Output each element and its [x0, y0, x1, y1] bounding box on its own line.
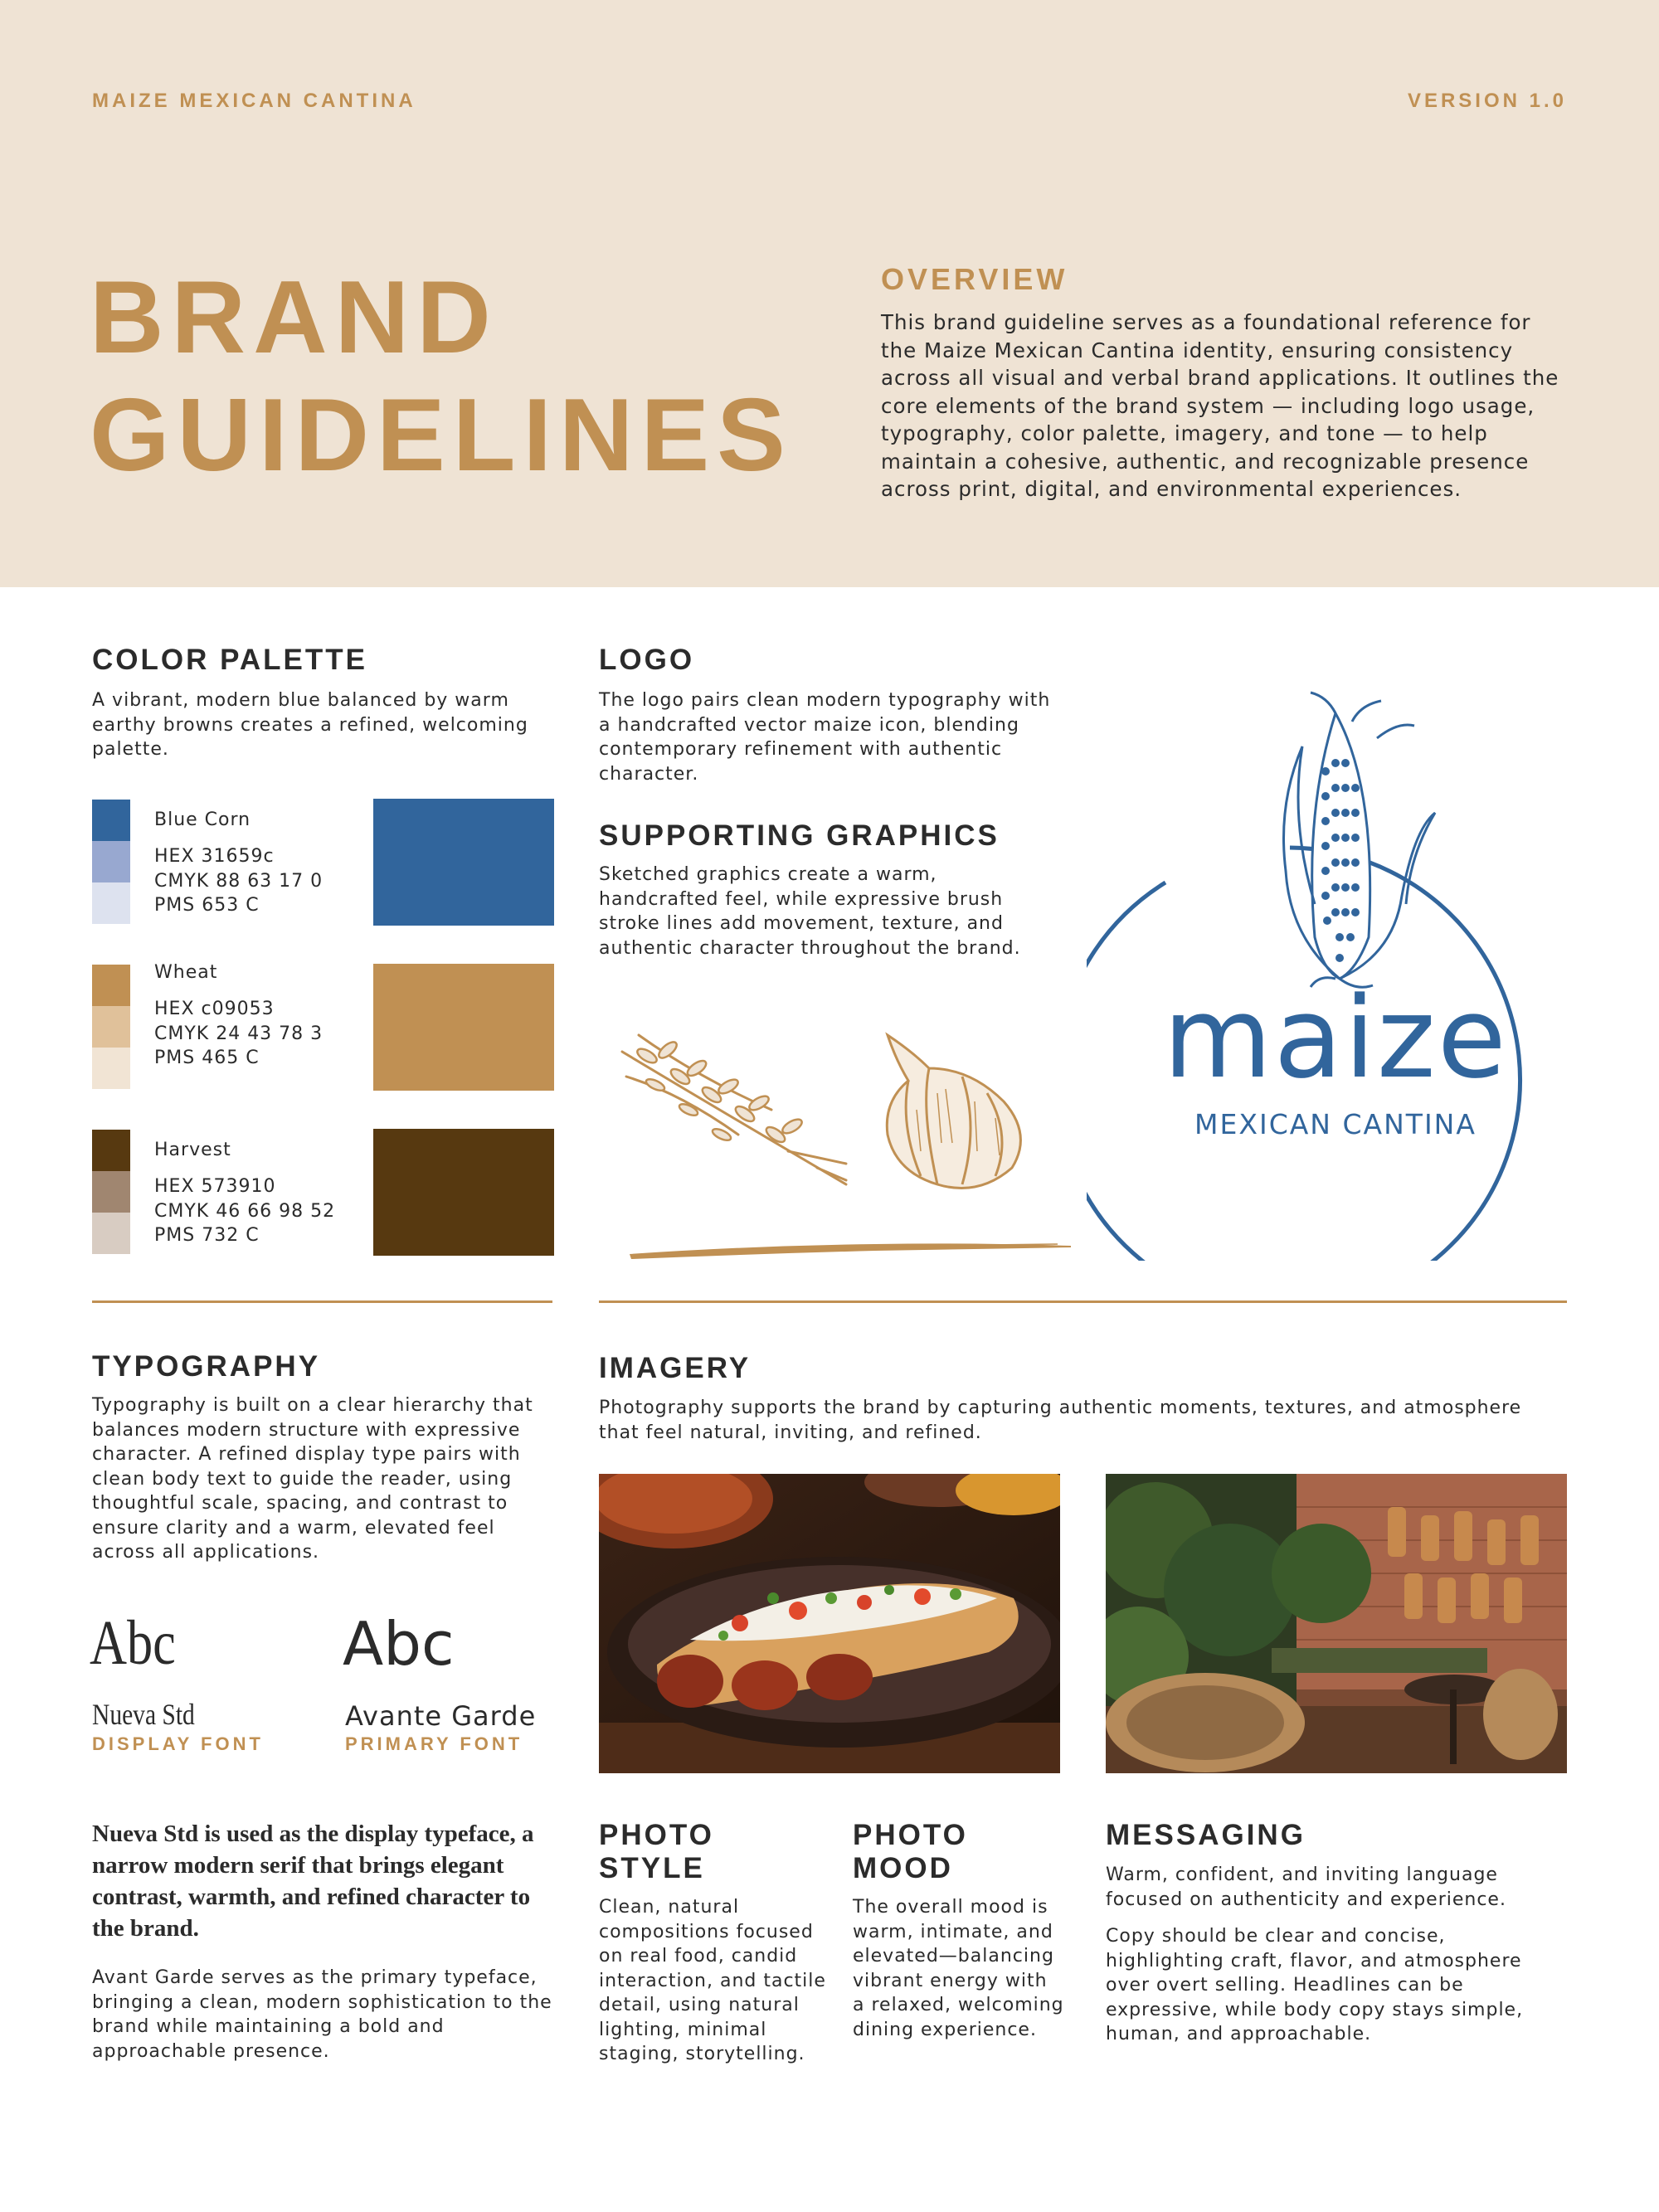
cmyk-value: CMYK 24 43 78 3 [154, 1023, 324, 1044]
tint-swatch [92, 1171, 130, 1213]
title-line-2: GUIDELINES [90, 378, 793, 493]
messaging-text-1: Warm, confident, and inviting language focused on authenticity and experience. [1106, 1864, 1506, 1910]
harvest-swatch [373, 1129, 554, 1256]
overview-text: This brand guideline serves as a foundational reference for the Maize Mexican Cantina identity, ensuring consistency across all visual and verbal brand applications. It outlines the core elements of the brand system — including logo usage, typography, color palette, imagery, and tone — to help maintain a cohesive, authentic, and recognizable presence across print, digital, and environmental experiences. [881, 310, 1559, 501]
photo-mood-text: The overall mood is warm, intimate, and elevated—balancing vibrant energy with a relaxed, welcoming dining experience. [853, 1897, 1064, 2040]
primary-font-role: PRIMARY FONT [345, 1733, 523, 1754]
wheat-swatch [373, 964, 554, 1091]
tint-swatch [92, 1130, 130, 1171]
photo-mood-heading [853, 1819, 968, 1885]
enchiladas-photo [599, 1474, 1060, 1773]
blue-corn-tints [92, 800, 130, 924]
primary-font-name: Avante Garde [345, 1700, 537, 1732]
photo-style-heading [599, 1819, 714, 1885]
tint-swatch [92, 1006, 130, 1048]
logo-wordmark: maize [1163, 973, 1508, 1103]
display-font-name: Nueva Std [92, 1698, 195, 1731]
pms-value: PMS 465 C [154, 1048, 260, 1068]
tint-swatch [92, 841, 130, 882]
color-specs [154, 997, 323, 1071]
photo-style-heading-line-2: STYLE [599, 1852, 705, 1884]
wheat-tints [92, 965, 130, 1089]
messaging-heading: MESSAGING [1106, 1819, 1306, 1851]
page-title [90, 259, 793, 494]
supporting-graphics-heading: SUPPORTING GRAPHICS [599, 819, 1000, 852]
pms-value: PMS 732 C [154, 1225, 260, 1246]
supporting-graphics-description: Sketched graphics create a warm, handcrafted feel, while expressive brush stroke lines add movement, texture, and authentic character throughout the brand. [599, 864, 1021, 959]
harvest-tints [92, 1130, 130, 1254]
hex-value: HEX 573910 [154, 1176, 276, 1197]
typography-heading: TYPOGRAPHY [92, 1350, 321, 1383]
cmyk-value: CMYK 88 63 17 0 [154, 870, 324, 892]
color-name: Blue Corn [154, 809, 251, 830]
logo-heading: LOGO [599, 644, 695, 676]
tint-swatch [92, 965, 130, 1006]
brush-stroke-graphic [626, 1237, 1074, 1262]
primary-font-statement: Avant Garde serves as the primary typeface, bringing a clean, modern sophistication to the brand while maintaining a bold and approachable presence. [92, 1967, 552, 2062]
tint-swatch [92, 1048, 130, 1089]
maize-logo [1087, 688, 1584, 1261]
imagery-description: Photography supports the brand by capturing authentic moments, textures, and atmosphere that feel natural, inviting, and refined. [599, 1398, 1522, 1443]
version-label: VERSION 1.0 [1407, 90, 1567, 112]
color-name: Harvest [154, 1140, 231, 1160]
restaurant-interior-photo [1106, 1474, 1567, 1773]
pms-value: PMS 653 C [154, 895, 260, 916]
photo-mood-heading-line-1: PHOTO [853, 1819, 968, 1851]
messaging-text-2: Copy should be clear and concise, highlighting craft, flavor, and atmosphere over overt selling. Headlines can be expressive, while body copy stays simple, human, and approachable. [1106, 1926, 1524, 2044]
cmyk-value: CMYK 46 66 98 52 [154, 1200, 336, 1222]
overview-heading: OVERVIEW [881, 262, 1068, 296]
garlic-illustration [863, 1018, 1045, 1193]
blue-corn-swatch [373, 799, 554, 926]
herb-sprig-illustration [606, 1018, 854, 1201]
color-palette-heading: COLOR PALETTE [92, 644, 367, 676]
primary-font-sample: Abc [343, 1609, 455, 1679]
tint-swatch [92, 800, 130, 841]
hex-value: HEX c09053 [154, 999, 275, 1019]
tint-swatch [92, 1213, 130, 1254]
logo-description: The logo pairs clean modern typography with a handcrafted vector maize icon, blending contemporary refinement with authentic character. [599, 690, 1051, 785]
color-specs [154, 1174, 335, 1248]
color-name: Wheat [154, 962, 218, 983]
brand-label: MAIZE MEXICAN CANTINA [92, 90, 416, 112]
divider-left [92, 1300, 552, 1303]
display-font-sample: Abc [90, 1608, 176, 1678]
photo-style-text: Clean, natural compositions focused on real food, candid interaction, and tactile detail, using natural lighting, minimal staging, storytelling. [599, 1897, 826, 2064]
display-font-role: DISPLAY FONT [92, 1733, 264, 1754]
color-palette-description: A vibrant, modern blue balanced by warm earthy browns creates a refined, welcoming palette. [92, 690, 528, 760]
logo-tagline: MEXICAN CANTINA [1194, 1108, 1477, 1140]
typography-description: Typography is built on a clear hierarchy that balances modern structure with expressive character. A refined display type pairs with clean body text to guide the reader, using thoughtful scale, spacing, and contrast to ensure clarity and a warm, elevated feel across all applications. [92, 1395, 533, 1563]
maize-corn-icon [1284, 693, 1436, 987]
divider-right [599, 1300, 1567, 1303]
title-line-1: BRAND [90, 260, 499, 375]
photo-style-heading-line-1: PHOTO [599, 1819, 714, 1851]
photo-mood-heading-line-2: MOOD [853, 1852, 953, 1884]
imagery-heading: IMAGERY [599, 1352, 752, 1384]
tint-swatch [92, 882, 130, 924]
display-font-statement: Nueva Std is used as the display typeface, a narrow modern serif that brings elegant contrast, warmth, and refined character to the brand. [92, 1821, 534, 1942]
color-specs [154, 844, 323, 918]
hex-value: HEX 31659c [154, 846, 275, 867]
